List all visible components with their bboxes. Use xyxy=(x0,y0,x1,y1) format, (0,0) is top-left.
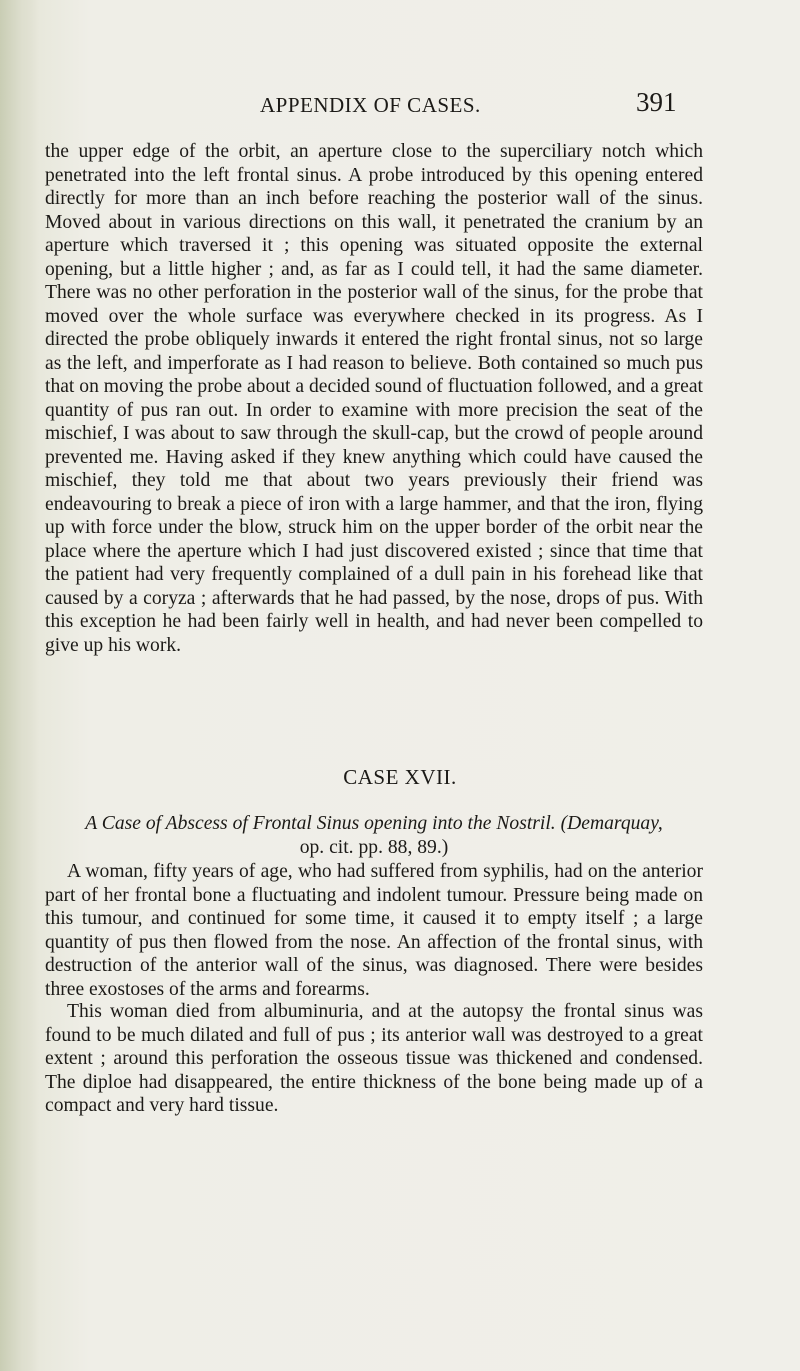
paragraph-text: A woman, fifty years of age, who had suffered from syphilis, had on the anterior part of her frontal bone a fluctuating and indolent tumour. Pressure being made on this tumour, and continued for some time, it caused it to empty itself ; a large quantity of pus then flowed from the nose. An affection of the frontal sinus, with destruction of the anterior wall of the sinus, was diagnosed. There were besides three exostoses of the arms and forearms. xyxy=(45,861,703,1000)
body-paragraph-3 xyxy=(45,1000,703,1118)
case-title xyxy=(45,812,703,859)
body-paragraph-2 xyxy=(45,860,703,1001)
case-heading: CASE XVII. xyxy=(343,765,457,789)
running-title: APPENDIX OF CASES. xyxy=(260,93,481,117)
page-gutter-shadow xyxy=(0,0,38,1371)
body-paragraph-1 xyxy=(45,140,703,657)
case-title-italic: A Case of Abscess of Frontal Sinus opening into the Nostril. xyxy=(85,813,556,834)
case-title-citation: op. cit. pp. 88, 89.) xyxy=(299,836,449,858)
case-title-author: (Demarquay, xyxy=(560,813,663,834)
paragraph-text: This woman died from albuminuria, and at the autopsy the frontal sinus was found to be much dilated and full of pus ; its anterior wall was destroyed to a great extent ; around this perforation the osseous tissue was thickened and condensed. The diploe had disappeared, the entire thickness of the bone being made up of a compact and very hard tissue. xyxy=(45,1001,703,1116)
paragraph-text: the upper edge of the orbit, an aperture close to the superciliary notch which penetrated into the left frontal sinus. A probe introduced by this opening entered directly for more than an inch before reaching the posterior wall of the sinus. Moved about in various directions on this wall, it penetrated the cranium by an aperture which traversed it ; this opening was situated opposite the external opening, but a little higher ; and, as far as I could tell, it had the same diameter. There was no other perforation in the posterior wall of the sinus, for the probe that moved over the whole surface was everywhere checked in its progress. As I directed the probe obliquely inwards it entered the right frontal sinus, not so large as the left, and imperforate as I had reason to believe. Both contained so much pus that on moving the probe about a decided sound of fluctuation followed, and a great quantity of pus ran out. In order to examine with more precision the seat of the mischief, I was about to saw through the skull-cap, but the crowd of people around prevented me. Having asked if they knew anything which could have caused the mischief, they told me that about two years previously their friend was endeavouring to break a piece of iron with a large hammer, and that the iron, flying up with force under the blow, struck him on the upper border of the orbit near the place where the aperture which I had just discovered existed ; since that time that the patient had very frequently complained of a dull pain in his forehead like that caused by a coryza ; afterwards that he had passed, by the nose, drops of pus. With this exception he had been fairly well in health, and had never been compelled to give up his work. xyxy=(45,141,703,656)
page-number: 391 xyxy=(636,87,677,117)
